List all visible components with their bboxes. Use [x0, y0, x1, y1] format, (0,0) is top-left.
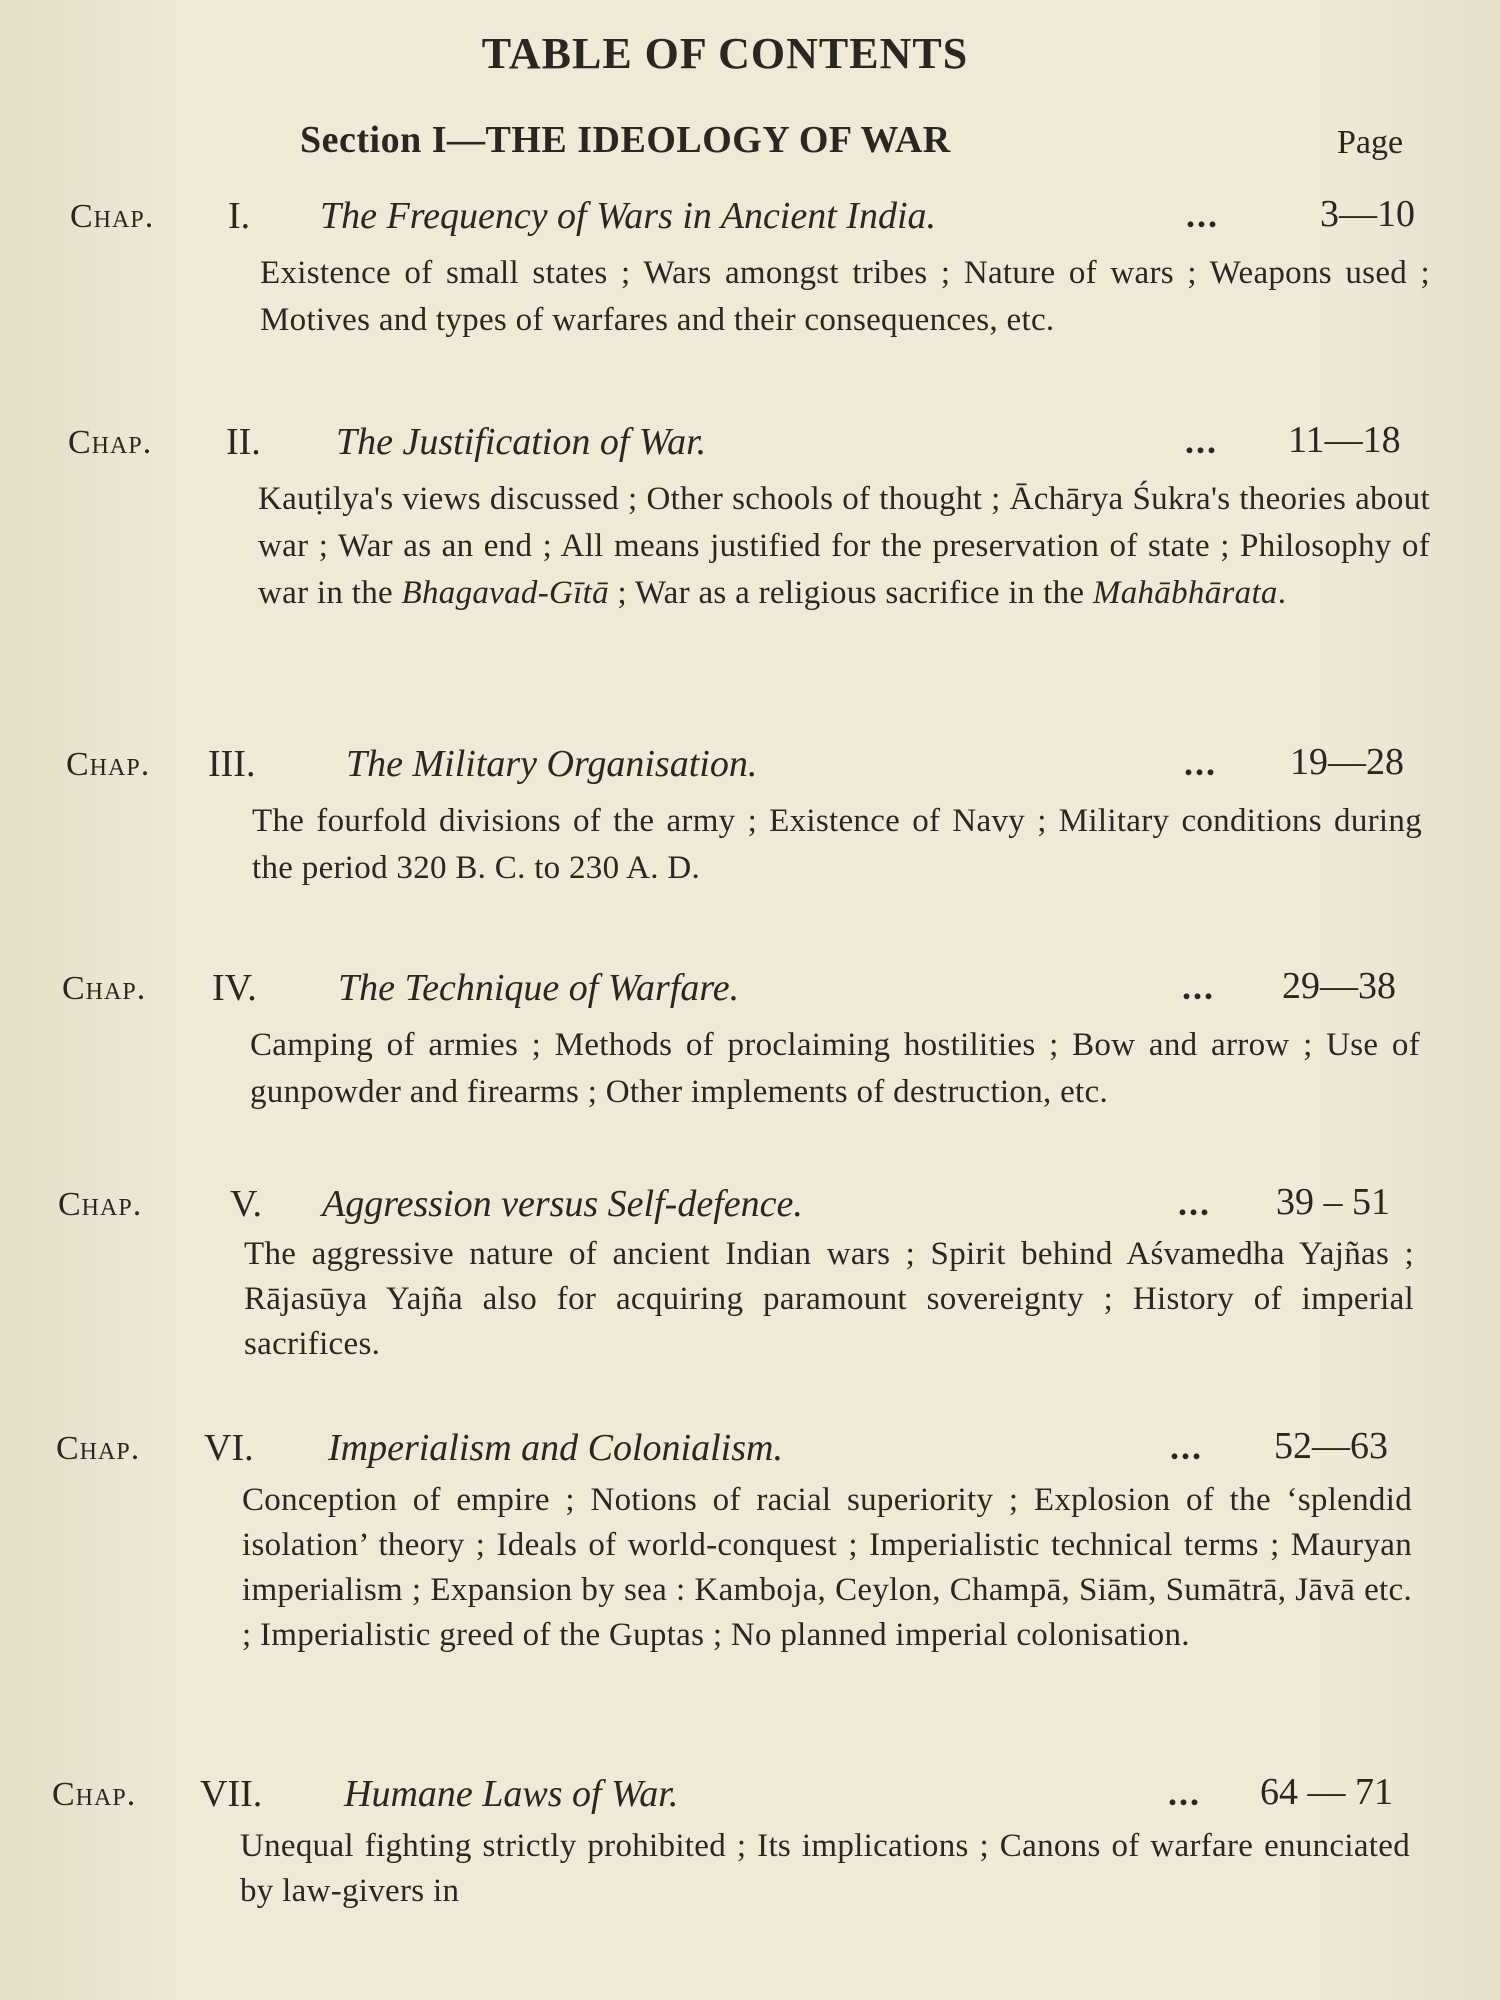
- chapter-title: The Frequency of Wars in Ancient India.: [320, 195, 936, 237]
- chapter-label: Chap.: [62, 970, 147, 1007]
- chapter-entry-7: [52, 1770, 1452, 1914]
- page-range: 29—38: [1282, 965, 1396, 1007]
- page-range: 39 – 51: [1276, 1181, 1390, 1223]
- chapter-number: I.: [228, 195, 251, 237]
- page-range: 64 — 71: [1260, 1771, 1393, 1813]
- page-column-label: Page: [1337, 124, 1404, 161]
- leader-dots: ...: [1186, 195, 1219, 235]
- chapter-label: Chap.: [70, 198, 155, 235]
- chapter-description: The fourfold divisions of the army ; Existence of Navy ; Military conditions during the period 320 B. C. to 230 A. D.: [252, 803, 1422, 886]
- page-title: TABLE OF CONTENTS: [481, 29, 969, 78]
- page-range: 3—10: [1320, 193, 1415, 235]
- section-title: Section I—THE IDEOLOGY OF WAR: [300, 119, 951, 161]
- chapter-number: VI.: [204, 1427, 254, 1469]
- chapter-entry-2: [68, 418, 1468, 617]
- chapter-label: Chap.: [58, 1186, 143, 1223]
- chapter-label: Chap.: [68, 424, 153, 461]
- chapter-title: Aggression versus Self-defence.: [322, 1183, 803, 1225]
- chapter-title: Imperialism and Colonialism.: [328, 1427, 783, 1469]
- chapter-description: Camping of armies ; Methods of proclaiming hostilities ; Bow and arrow ; Use of gunpowder and firearms ; Other implements of destruction, etc.: [250, 1027, 1420, 1110]
- chapter-title: Humane Laws of War.: [344, 1773, 679, 1815]
- chapter-description: Unequal fighting strictly prohibited ; Its implications ; Canons of warfare enunciated by law-givers in: [240, 1828, 1410, 1909]
- leader-dots: ...: [1184, 743, 1217, 783]
- chapter-label: Chap.: [66, 746, 151, 783]
- chapter-number: V.: [230, 1183, 263, 1225]
- chapter-title: The Military Organisation.: [346, 743, 758, 785]
- chapter-description: Conception of empire ; Notions of racial superiority ; Explosion of the ‘splendid isolation’ theory ; Ideals of world-conquest ; Imperialistic technical terms ; Mauryan imperialism ; Expansion by sea : Kamboja, Ceylon, Champā, Siām, Sumātrā, Jāvā etc. ; Imperialistic greed of the Guptas ; No planned imperial colonisation.: [242, 1482, 1412, 1653]
- leader-dots: ...: [1178, 1183, 1211, 1223]
- chapter-entry-5: [58, 1180, 1458, 1367]
- chapter-number: III.: [208, 743, 256, 785]
- chapter-heading: [70, 192, 1470, 248]
- leader-dots: ...: [1170, 1427, 1203, 1467]
- description-text: .: [1277, 575, 1287, 611]
- section-header: [0, 118, 1500, 170]
- chapter-heading: [68, 418, 1468, 474]
- description-italic-title: Bhagavad-Gītā: [401, 575, 609, 611]
- page-range: 19—28: [1290, 741, 1404, 783]
- chapter-label: Chap.: [56, 1430, 141, 1467]
- page-range: 52—63: [1274, 1425, 1388, 1467]
- chapter-title: The Technique of Warfare.: [338, 967, 740, 1009]
- chapter-label: Chap.: [52, 1776, 137, 1813]
- page-range: 11—18: [1288, 419, 1401, 461]
- leader-dots: ...: [1185, 421, 1218, 461]
- leader-dots: ...: [1182, 967, 1215, 1007]
- chapter-heading: [56, 1424, 1456, 1476]
- chapter-heading: [52, 1770, 1452, 1822]
- description-italic-title: Mahābhārata: [1092, 575, 1278, 611]
- chapter-entry-3: [66, 740, 1466, 892]
- chapter-number: IV.: [212, 967, 257, 1009]
- description-text: Kauṭilya's views discussed ; Other schools of thought ; Āchārya Śukra's theories about war ; War as an end ; All means justified for the preservation of state ; Philosophy of war in the: [258, 481, 1430, 611]
- chapter-description: Existence of small states ; Wars amongst tribes ; Nature of wars ; Weapons used ; Motives and types of warfares and their consequences, etc.: [260, 255, 1430, 338]
- chapter-description: [258, 476, 1430, 617]
- chapter-title: The Justification of War.: [336, 421, 707, 463]
- chapter-entry-1: [70, 192, 1470, 344]
- chapter-entry-6: [56, 1424, 1456, 1658]
- chapter-number: VII.: [200, 1773, 263, 1815]
- chapter-description: The aggressive nature of ancient Indian wars ; Spirit behind Aśvamedha Yajñas ; Rājasūya Yajña also for acquiring paramount sovereignty ; History of imperial sacrifices.: [244, 1236, 1414, 1362]
- description-text: ; War as a religious sacrifice in the: [608, 575, 1093, 611]
- chapter-heading: [62, 964, 1462, 1020]
- chapter-entry-4: [62, 964, 1462, 1116]
- chapter-heading: [66, 740, 1466, 796]
- chapter-heading: [58, 1180, 1458, 1230]
- leader-dots: ...: [1168, 1773, 1201, 1813]
- chapter-number: II.: [226, 421, 261, 463]
